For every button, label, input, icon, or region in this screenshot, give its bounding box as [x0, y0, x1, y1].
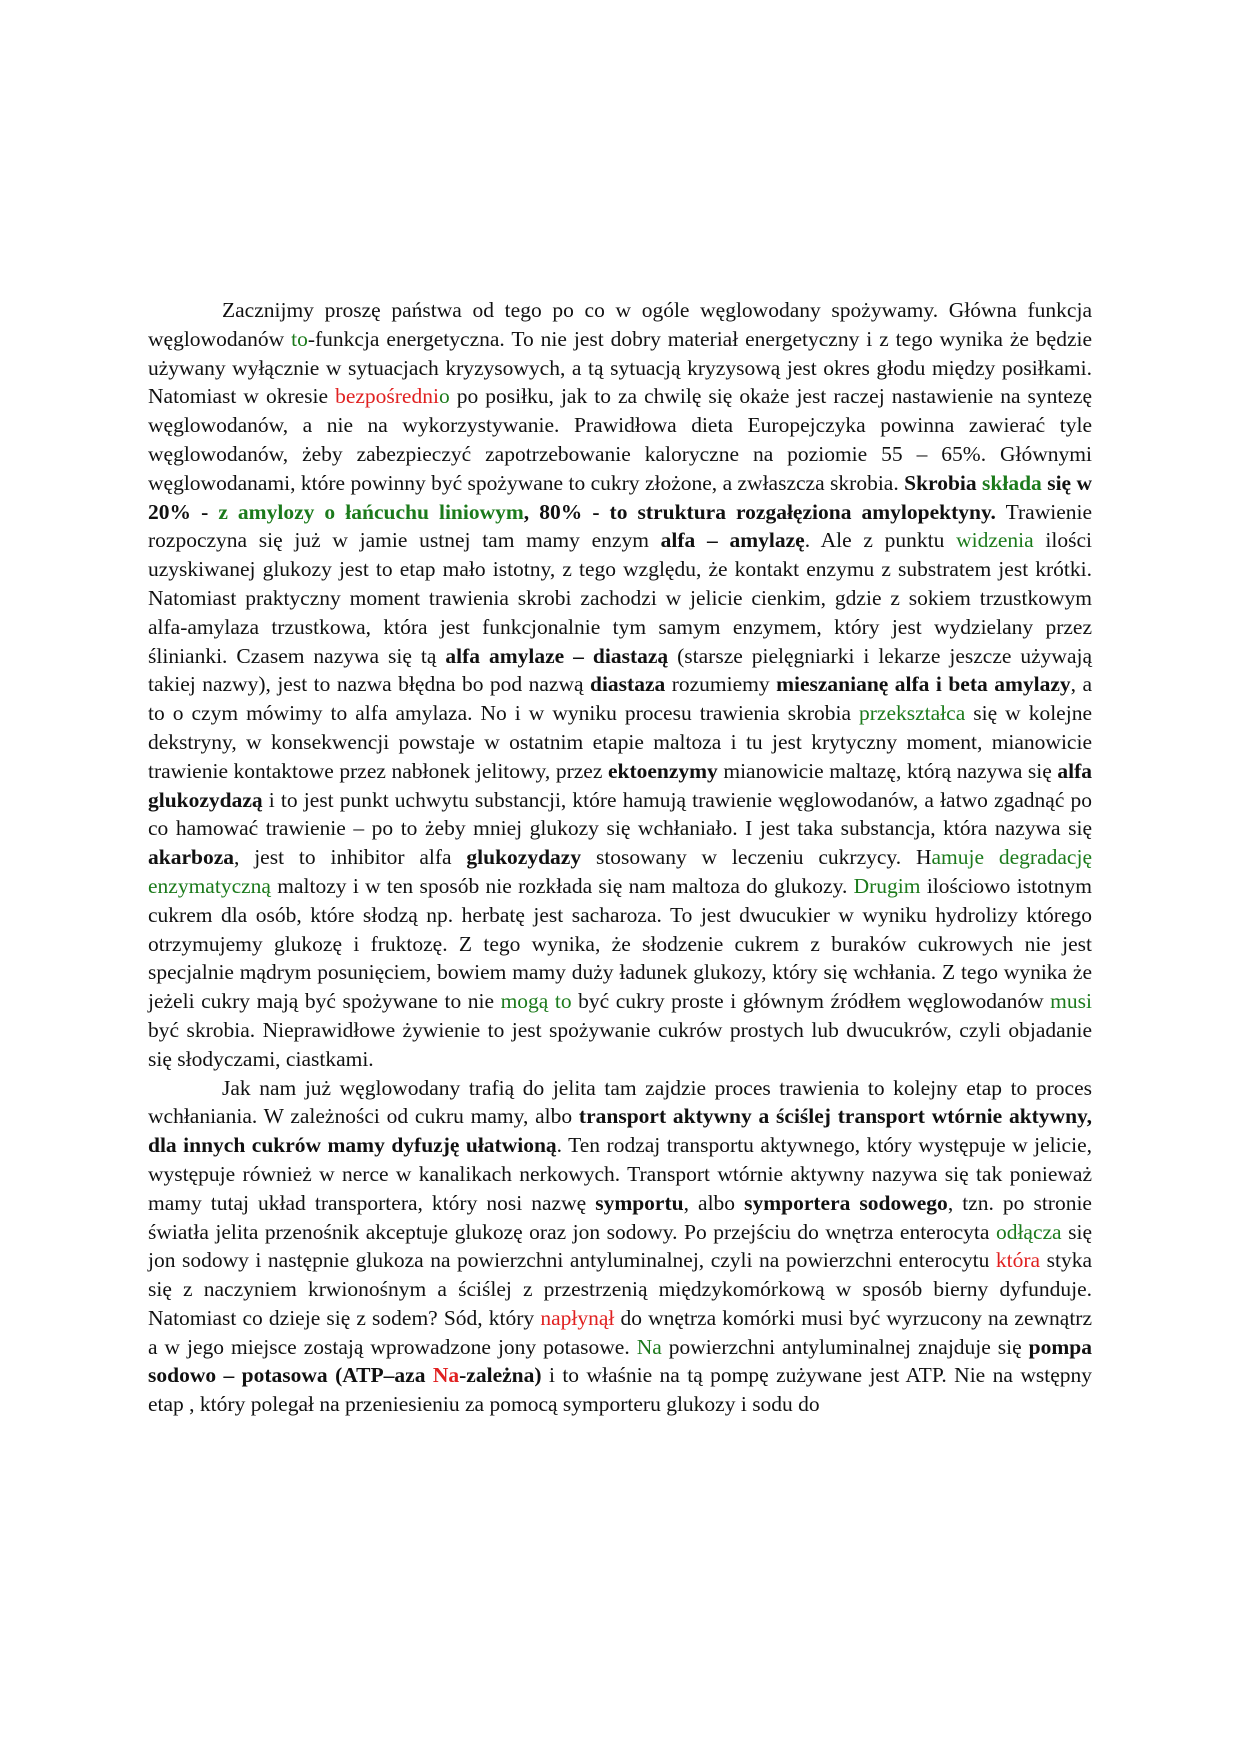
text-segment: alfa – amylazę [660, 528, 805, 553]
text-segment: glukozydazy [466, 845, 582, 870]
text-segment: się w kolejne dekstryny, w konsekwencji powstaje w ostatnim etapie maltoza i tu jest krytyczny moment, mianowicie trawienie kontaktowe przez nabłonek jelitowy, przez [148, 701, 1092, 783]
text-segment: mogą to [500, 989, 572, 1014]
text-segment: alfa glukozydazą [148, 758, 1092, 812]
text-segment: alfa amylaze – diastazą [445, 643, 669, 668]
text-segment: składa [982, 470, 1042, 495]
text-segment: -zależna) [459, 1363, 542, 1388]
text-segment: Drugim [853, 873, 921, 898]
text-segment: mianowicie maltazę, którą nazywa się [717, 758, 1058, 783]
text-segment: być cukry proste i głównym źródłem węglowodanów [571, 989, 1051, 1014]
text-segment: Trawienie rozpoczyna się już w jamie ustnej tam mamy enzym [148, 499, 1092, 553]
document-page [148, 296, 1092, 1419]
text-segment: przekształca [859, 701, 966, 726]
text-segment: musi [1050, 989, 1092, 1014]
text-segment: (starsze pielęgniarki i lekarze jeszcze używają takiej nazwy), jest to nazwa błędna bo pod nazwą [148, 643, 1093, 697]
text-segment: diastaza [589, 672, 666, 697]
text-segment: do wnętrza komórki musi być wyrzucony na zewnątrz a w jego miejsce zostają wprowadzone jony potasowe. [148, 1305, 1092, 1359]
text-segment: ilości uzyskiwanej glukozy jest to etap mało istotny, z tego względu, że kontakt enzymu z substratem jest krótki. Natomiast praktyczny moment trawienia skrobi zachodzi w jelicie cienkim, gdzie z sokiem trzustkowym alfa-amylaza trzustkowa, która jest funkcjonalnie tym samym enzymem, który jest wydzielany przez ślinianki. Czasem nazywa się tą [148, 528, 1093, 668]
text-segment: i to jest punkt uchwytu substancji, które hamują trawienie węglowodanów, a łatwo zgadnąć po co hamować trawienie – po to żeby mniej glukozy się wchłaniało. I jest taka substancja, która nazywa się [148, 787, 1092, 841]
text-segment: napłynął [540, 1305, 615, 1330]
text-segment: która [995, 1248, 1041, 1273]
text-segment: , albo [683, 1190, 745, 1215]
text-segment: powierzchni antyluminalnej znajduje się [661, 1334, 1029, 1359]
text-segment: Zacznijmy proszę państwa od tego po co w ogóle węglowodany spożywamy. Główna funkcja węglowodanów [148, 298, 1092, 351]
text-segment: -funkcja energetyczna. To nie jest dobry materiał energetyczny i z tego wynika że będzie używany wyłącznie w sytuacjach kryzysowych, a tą sytuacją kryzysową jest okres głodu między posiłkami. Natomiast w okresie [148, 326, 1093, 409]
text-segment: stosowany w leczeniu cukrzycy. H [581, 845, 932, 870]
text-segment: symportu [595, 1190, 684, 1215]
text-segment: i to właśnie na tą pompę zużywane jest ATP. Nie na wstępny etap , który polegał na przeniesieniu za pomocą symporteru glukozy i sodu do [148, 1363, 1092, 1417]
text-segment: odłącza [995, 1219, 1062, 1244]
text-segment: pompa sodowo – potasowa (ATP–aza [148, 1334, 1092, 1388]
text-segment: transport aktywny a ściślej transport wtórnie aktywny, dla innych cukrów mamy dyfuzję ułatwioną [148, 1104, 1092, 1158]
text-segment: mieszanianę alfa i beta amylazy [776, 672, 1071, 697]
text-segment: , tzn. po stronie światła jelita przenośnik akceptuje glukozę oraz jon sodowy. Po przejściu do wnętrza enterocyta [148, 1190, 1092, 1244]
text-segment: , jest to inhibitor alfa [234, 845, 467, 870]
paragraph-1 [148, 296, 1092, 1074]
text-segment: o [438, 384, 450, 409]
text-segment: amuje degradację enzymatyczną [148, 845, 1092, 898]
text-segment: z amylozy o łańcuchu liniowym [218, 499, 524, 524]
text-segment: symportera sodowego [744, 1190, 948, 1215]
text-segment: Na [432, 1363, 460, 1388]
text-segment: być skrobia. Nieprawidłowe żywienie to jest spożywanie cukrów prostych lub dwucukrów, czyli objadanie się słodyczami, ciastkami. [148, 1017, 1092, 1071]
text-segment: widzenia [956, 528, 1034, 553]
text-segment: ilościowo istotnym cukrem dla osób, które słodzą np. herbatę jest sacharoza. To jest dwucukier w wyniku hydrolizy którego otrzymujemy glukozę i fruktozę. Z tego wynika, że słodzenie cukrem z buraków cukrowych nie jest specjalnie mądrym posunięciem, bowiem mamy duży ładunek glukozy, który się wchłania. Z tego wynika że jeżeli cukry mają być spożywane to nie [148, 873, 1092, 1014]
text-segment: się w 20% - [148, 470, 1093, 524]
text-segment: styka się z naczyniem krwionośnym a ściślej z przestrzenią międzykomórkową w sposób bierny dyfunduje. Natomiast co dzieje się z sodem? Sód, który [148, 1248, 1093, 1330]
text-segment: akarboza [148, 845, 234, 870]
text-segment: Na [636, 1334, 662, 1359]
text-segment: . Ten rodzaj transportu aktywnego, który występuje w jelicie, występuje również w nerce w kanalikach nerkowych. Transport wtórnie aktywny nazywa się tak ponieważ mamy tutaj układ transportera, który nosi nazwę [148, 1133, 1092, 1215]
text-segment: rozumiemy [665, 672, 777, 697]
text-segment: Skrobia [904, 470, 983, 495]
text-segment: . Ale z punktu [804, 528, 957, 553]
text-segment: się jon sodowy i następnie glukoza na powierzchni antyluminalnej, czyli na powierzchni enterocytu [148, 1219, 1092, 1273]
text-segment: ektoenzymy [607, 758, 718, 783]
paragraph-2 [148, 1074, 1092, 1420]
text-segment: maltozy i w ten sposób nie rozkłada się nam maltoza do glukozy. [270, 873, 854, 898]
text-segment: bezpośredni [335, 384, 439, 409]
text-segment: , a to o czym mówimy to alfa amylaza. No i w wyniku procesu trawienia skrobia [148, 672, 1093, 726]
text-segment: to [291, 326, 308, 351]
text-segment: po posiłku, jak to za chwilę się okaże jest raczej nastawienie na syntezę węglowodanów, a nie na wykorzystywanie. Prawidłowa dieta Europejczyka powinna zawierać tyle węglowodanów, żeby zabezpieczyć zapotrzebowanie kaloryczne na poziomie 55 – 65%. Głównymi węglowodanami, które powinny być spożywane to cukry złożone, a zwłaszcza skrobia. [148, 384, 1092, 495]
text-segment: Jak nam już węglowodany trafią do jelita tam zajdzie proces trawienia to kolejny etap to proces wchłaniania. W zależności od cukru mamy, albo [148, 1075, 1092, 1129]
text-segment: , 80% - to struktura rozgałęziona amylopektyny. [523, 499, 996, 524]
